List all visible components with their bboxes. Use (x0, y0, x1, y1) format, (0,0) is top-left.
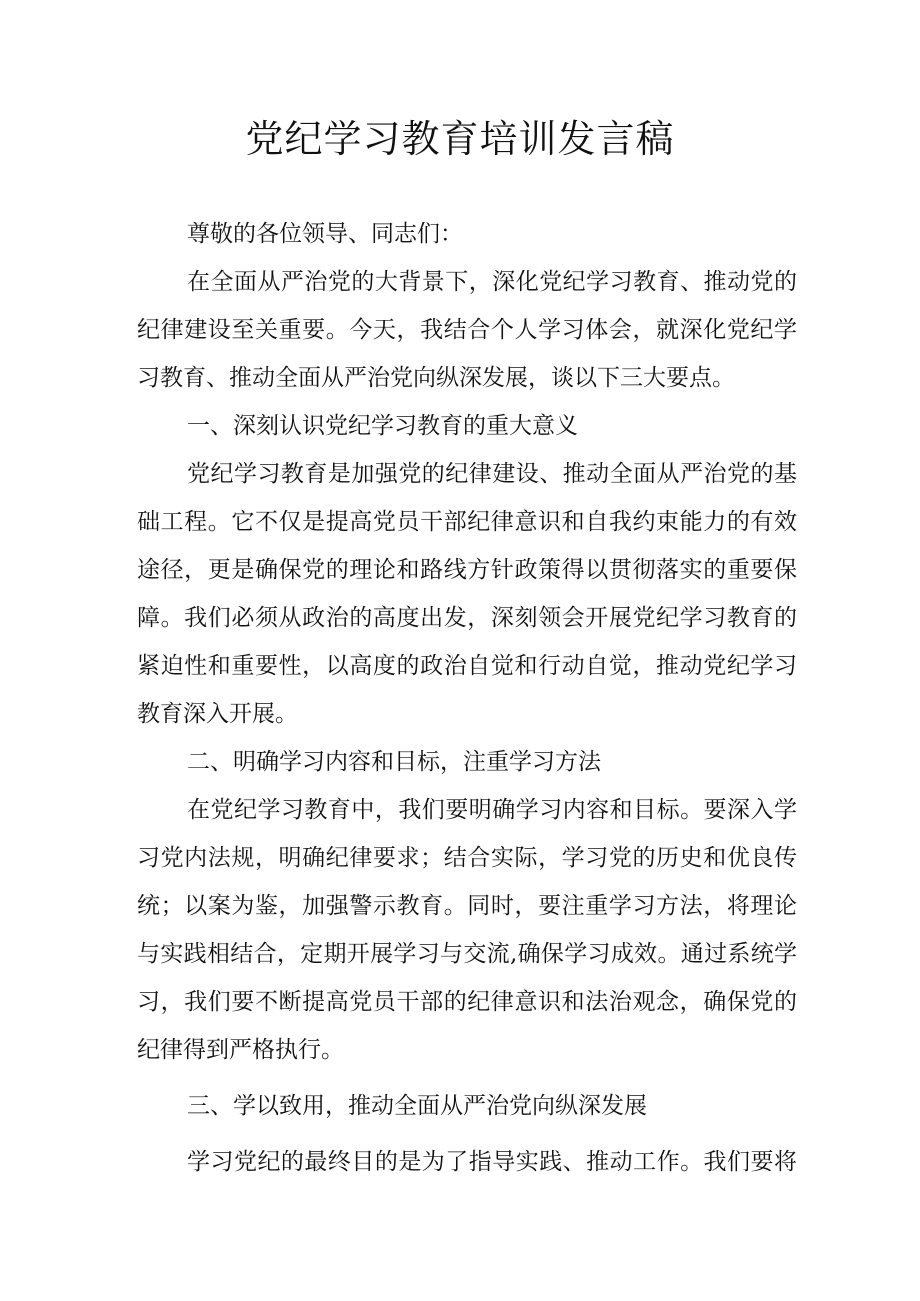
paragraph-line: 教育深入开展。 (137, 701, 298, 727)
paragraph-line: 途径，更是确保党的理论和路线方针政策得以贯彻落实的重要保 (137, 557, 797, 583)
document-title: 党纪学习教育培训发言稿 (245, 117, 675, 161)
section-heading-3: 三、学以致用，推动全面从严治党向纵深发展 (187, 1093, 647, 1119)
paragraph-line: 与实践相结合，定期开展学习与交流,确保学习成效。通过系统学 (137, 941, 797, 967)
paragraph-line: 纪律建设至关重要。今天，我结合个人学习体会，就深化党纪学 (137, 317, 797, 343)
paragraph-line: 在全面从严治党的大背景下，深化党纪学习教育、推动党的 (187, 269, 797, 295)
paragraph-line: 础工程。它不仅是提高党员干部纪律意识和自我约束能力的有效 (137, 509, 797, 535)
paragraph-line: 障。我们必须从政治的高度出发，深刻领会开展党纪学习教育的 (137, 605, 797, 631)
paragraph-line: 党纪学习教育是加强党的纪律建设、推动全面从严治党的基 (187, 461, 797, 487)
paragraph-line: 习党内法规，明确纪律要求；结合实际，学习党的历史和优良传 (137, 845, 797, 871)
salutation: 尊敬的各位领导、同志们： (187, 221, 463, 247)
paragraph-line: 学习党纪的最终目的是为了指导实践、推动工作。我们要将 (187, 1149, 797, 1175)
paragraph-line: 在党纪学习教育中，我们要明确学习内容和目标。要深入学 (187, 797, 797, 823)
paragraph-line: 习教育、推动全面从严治党向纵深发展，谈以下三大要点。 (137, 365, 735, 391)
section-heading-2: 二、明确学习内容和目标，注重学习方法 (187, 749, 601, 775)
paragraph-line: 紧迫性和重要性，以高度的政治自觉和行动自觉，推动党纪学习 (137, 653, 797, 679)
paragraph-line: 统；以案为鉴，加强警示教育。同时，要注重学习方法，将理论 (137, 893, 797, 919)
section-heading-1: 一、深刻认识党纪学习教育的重大意义 (187, 413, 578, 439)
paragraph-line: 纪律得到严格执行。 (137, 1037, 344, 1063)
paragraph-line: 习，我们要不断提高党员干部的纪律意识和法治观念，确保党的 (137, 989, 797, 1015)
